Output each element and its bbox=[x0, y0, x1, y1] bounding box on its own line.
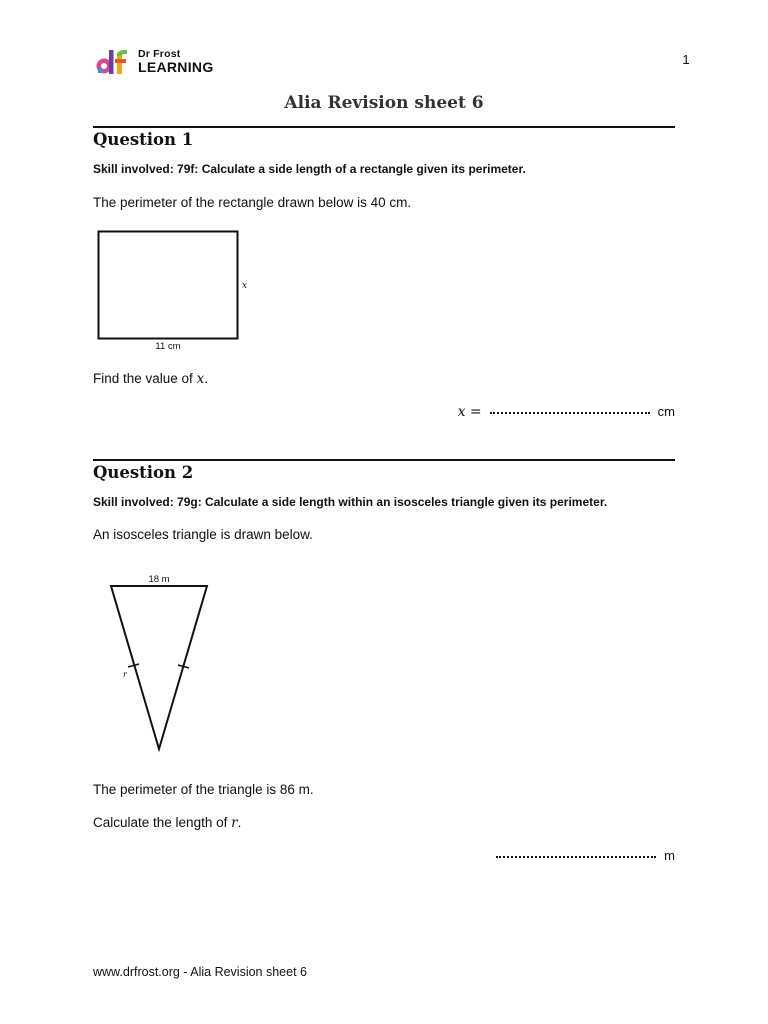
triangle-diagram bbox=[105, 570, 220, 755]
question-2-prompt: An isosceles triangle is drawn below. bbox=[93, 527, 313, 542]
rectangle-side-label: x bbox=[242, 281, 248, 291]
logo-text-line2: LEARNING bbox=[138, 59, 214, 75]
question-2-skill: Skill involved: 79g: Calculate a side length within an isosceles triangle given its perimeter. bbox=[93, 495, 608, 509]
divider bbox=[93, 126, 675, 128]
page-title: Alia Revision sheet 6 bbox=[284, 93, 484, 113]
answer-line[interactable] bbox=[490, 412, 650, 414]
question-2-answer-row bbox=[488, 848, 675, 863]
answer-unit: cm bbox=[657, 404, 675, 419]
logo-mark-icon bbox=[97, 50, 128, 74]
question-1-heading: Question 1 bbox=[93, 130, 194, 149]
answer-line[interactable] bbox=[496, 856, 656, 858]
page-number: 1 bbox=[682, 52, 690, 67]
question-1-skill: Skill involved: 79f: Calculate a side length of a rectangle given its perimeter. bbox=[93, 162, 526, 176]
question-1-instruction: Find the value of x. bbox=[93, 371, 208, 387]
footer: www.drfrost.org - Alia Revision sheet 6 bbox=[93, 965, 307, 979]
triangle-top-label: 18 m bbox=[148, 574, 170, 585]
answer-prefix: x = bbox=[457, 404, 482, 420]
logo-text-line1: Dr Frost bbox=[138, 48, 181, 60]
question-1-answer-row bbox=[458, 404, 675, 420]
question-2-heading: Question 2 bbox=[93, 463, 194, 482]
question-2-instruction: Calculate the length of r. bbox=[93, 815, 242, 831]
divider bbox=[93, 459, 675, 461]
triangle-shape bbox=[111, 586, 207, 749]
triangle-side-label: r bbox=[123, 670, 127, 679]
rectangle-bottom-label: 11 cm bbox=[155, 341, 181, 352]
answer-unit: m bbox=[664, 848, 675, 863]
rectangle-diagram bbox=[93, 226, 263, 356]
question-2-perimeter: The perimeter of the triangle is 86 m. bbox=[93, 782, 314, 797]
question-1-prompt: The perimeter of the rectangle drawn below is 40 cm. bbox=[93, 195, 412, 210]
rectangle-shape bbox=[99, 232, 238, 339]
